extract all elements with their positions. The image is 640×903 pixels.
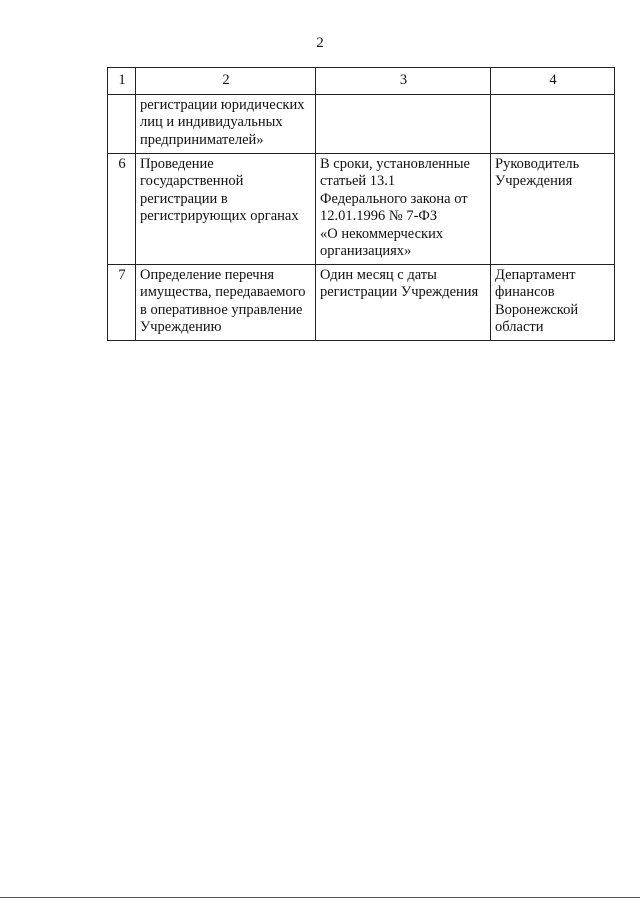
row-number: 7 bbox=[108, 264, 136, 340]
responsible-cell: Департамент финансов Воронежской области bbox=[491, 264, 615, 340]
table-row bbox=[108, 94, 615, 153]
page-number: 2 bbox=[316, 35, 324, 51]
table-row bbox=[108, 153, 615, 264]
responsible-cell bbox=[491, 94, 615, 153]
header-cell-1: 1 bbox=[108, 68, 136, 95]
activity-cell: Определение перечня имущества, передаваемого в оперативное управление Учреждению bbox=[136, 264, 316, 340]
activity-cell: регистрации юридических лиц и индивидуальных предпринимателей» bbox=[136, 94, 316, 153]
row-number: 6 bbox=[108, 153, 136, 264]
deadline-cell: В сроки, установленные статьей 13.1 Федерального закона от 12.01.1996 № 7-ФЗ «О некоммерческих организациях» bbox=[316, 153, 491, 264]
header-cell-3: 3 bbox=[316, 68, 491, 95]
header-cell-2: 2 bbox=[136, 68, 316, 95]
activity-cell: Проведение государственной регистрации в регистрирующих органах bbox=[136, 153, 316, 264]
responsible-cell: Руководитель Учреждения bbox=[491, 153, 615, 264]
table-row bbox=[108, 264, 615, 340]
plan-table bbox=[107, 67, 615, 341]
deadline-cell: Один месяц с даты регистрации Учреждения bbox=[316, 264, 491, 340]
deadline-cell bbox=[316, 94, 491, 153]
page-bottom-edge bbox=[0, 897, 640, 898]
row-number bbox=[108, 94, 136, 153]
table-header-row bbox=[108, 68, 615, 95]
header-cell-4: 4 bbox=[491, 68, 615, 95]
